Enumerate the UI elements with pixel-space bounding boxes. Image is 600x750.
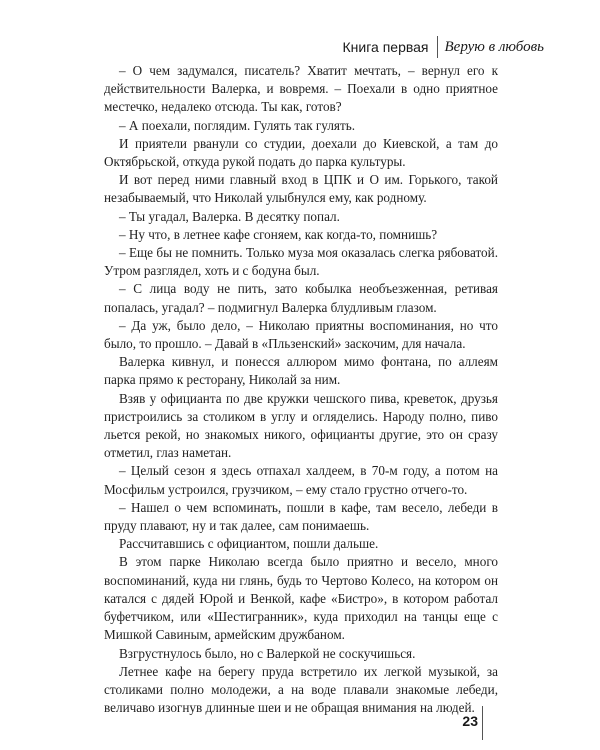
page-number-divider <box>482 706 483 740</box>
paragraph: – А поехали, поглядим. Гулять так гулять. <box>119 117 356 133</box>
page-number: 23 <box>462 713 478 729</box>
paragraph: Рассчитавшись с официантом, пошли дальше. <box>119 536 379 552</box>
body-text <box>104 62 498 717</box>
paragraph: И вот перед ними главный вход в ЦПК и О им. Горького, такой незабываемый, что Николай улыбнулся ему, как родному. <box>104 172 498 206</box>
paragraph: И приятели рванули со студии, доехали до Киевской, а там до Октябрьской, откуда рукой подать до парка культуры. <box>104 135 498 170</box>
paragraph: – Да уж, было дело, – Николаю приятны воспоминания, но что было, то прошло. – Давай в «Пльзенский» заскочим, для начала. <box>104 317 498 352</box>
book-title: Книга первая <box>342 39 429 55</box>
paragraph: – Ты угадал, Валерка. В десятку попал. <box>119 208 340 224</box>
paragraph: Взяв у официанта по две кружки чешского пива, креветок, друзья пристроились за столиком в углу и огляделись. Народу полно, пиво льется рекой, но знакомых никого, официанты другие, это он сразу отметил, глаз наметан. <box>104 390 498 461</box>
running-header <box>343 36 544 58</box>
paragraph: – С лица воду не пить, зато кобылка необъезженная, ретивая попалась, угадал? – подмигнул Валерка блудливым глазом. <box>104 281 498 315</box>
paragraph: – Еще бы не помнить. Только муза моя оказалась слегка рябоватой. Утром разглядел, хоть и с бодуна был. <box>104 245 498 279</box>
paragraph: – О чем задумался, писатель? Хватит мечтать, – вернул его к действительности Валерка, и вовремя. – Поехали в одно приятное местечко, недалеко отсюда. Ты как, готов? <box>104 63 498 115</box>
header-divider <box>437 36 438 58</box>
chapter-title: Верую в любовь <box>444 39 544 55</box>
paragraph: Взгрустнулось было, но с Валеркой не соскучишься. <box>119 645 416 661</box>
paragraph: Валерка кивнул, и понесся аллюром мимо фонтана, по аллеям парка прямо к ресторану, Николай за ним. <box>104 354 498 388</box>
paragraph: В этом парке Николаю всегда было приятно и весело, много воспоминаний, куда ни глянь, будь то Чертово Колесо, на котором он катался с дядей Юрой и Венкой, кафе «Бистро», в котором работал буфетчиком, или «Шестигранник», куда приходил на танцы еще с Мишкой Савиным, армейским дружбаном. <box>104 554 498 643</box>
paragraph: – Целый сезон я здесь отпахал халдеем, в 70-м году, а потом на Мосфильм устроился, грузчиком, – ему стало грустно отчего-то. <box>104 463 498 497</box>
paragraph: – Нашел о чем вспоминать, пошли в кафе, там весело, лебеди в пруду плавают, ну и так далее, сам понимаешь. <box>104 499 498 534</box>
paragraph: – Ну что, в летнее кафе сгоняем, как когда-то, помнишь? <box>119 226 438 242</box>
paragraph: Летнее кафе на берегу пруда встретило их легкой музыкой, за столиками полно молодежи, а на воде плавали знакомые лебеди, величаво изогнув длинные шеи и не обращая внимания на людей. <box>104 663 498 716</box>
